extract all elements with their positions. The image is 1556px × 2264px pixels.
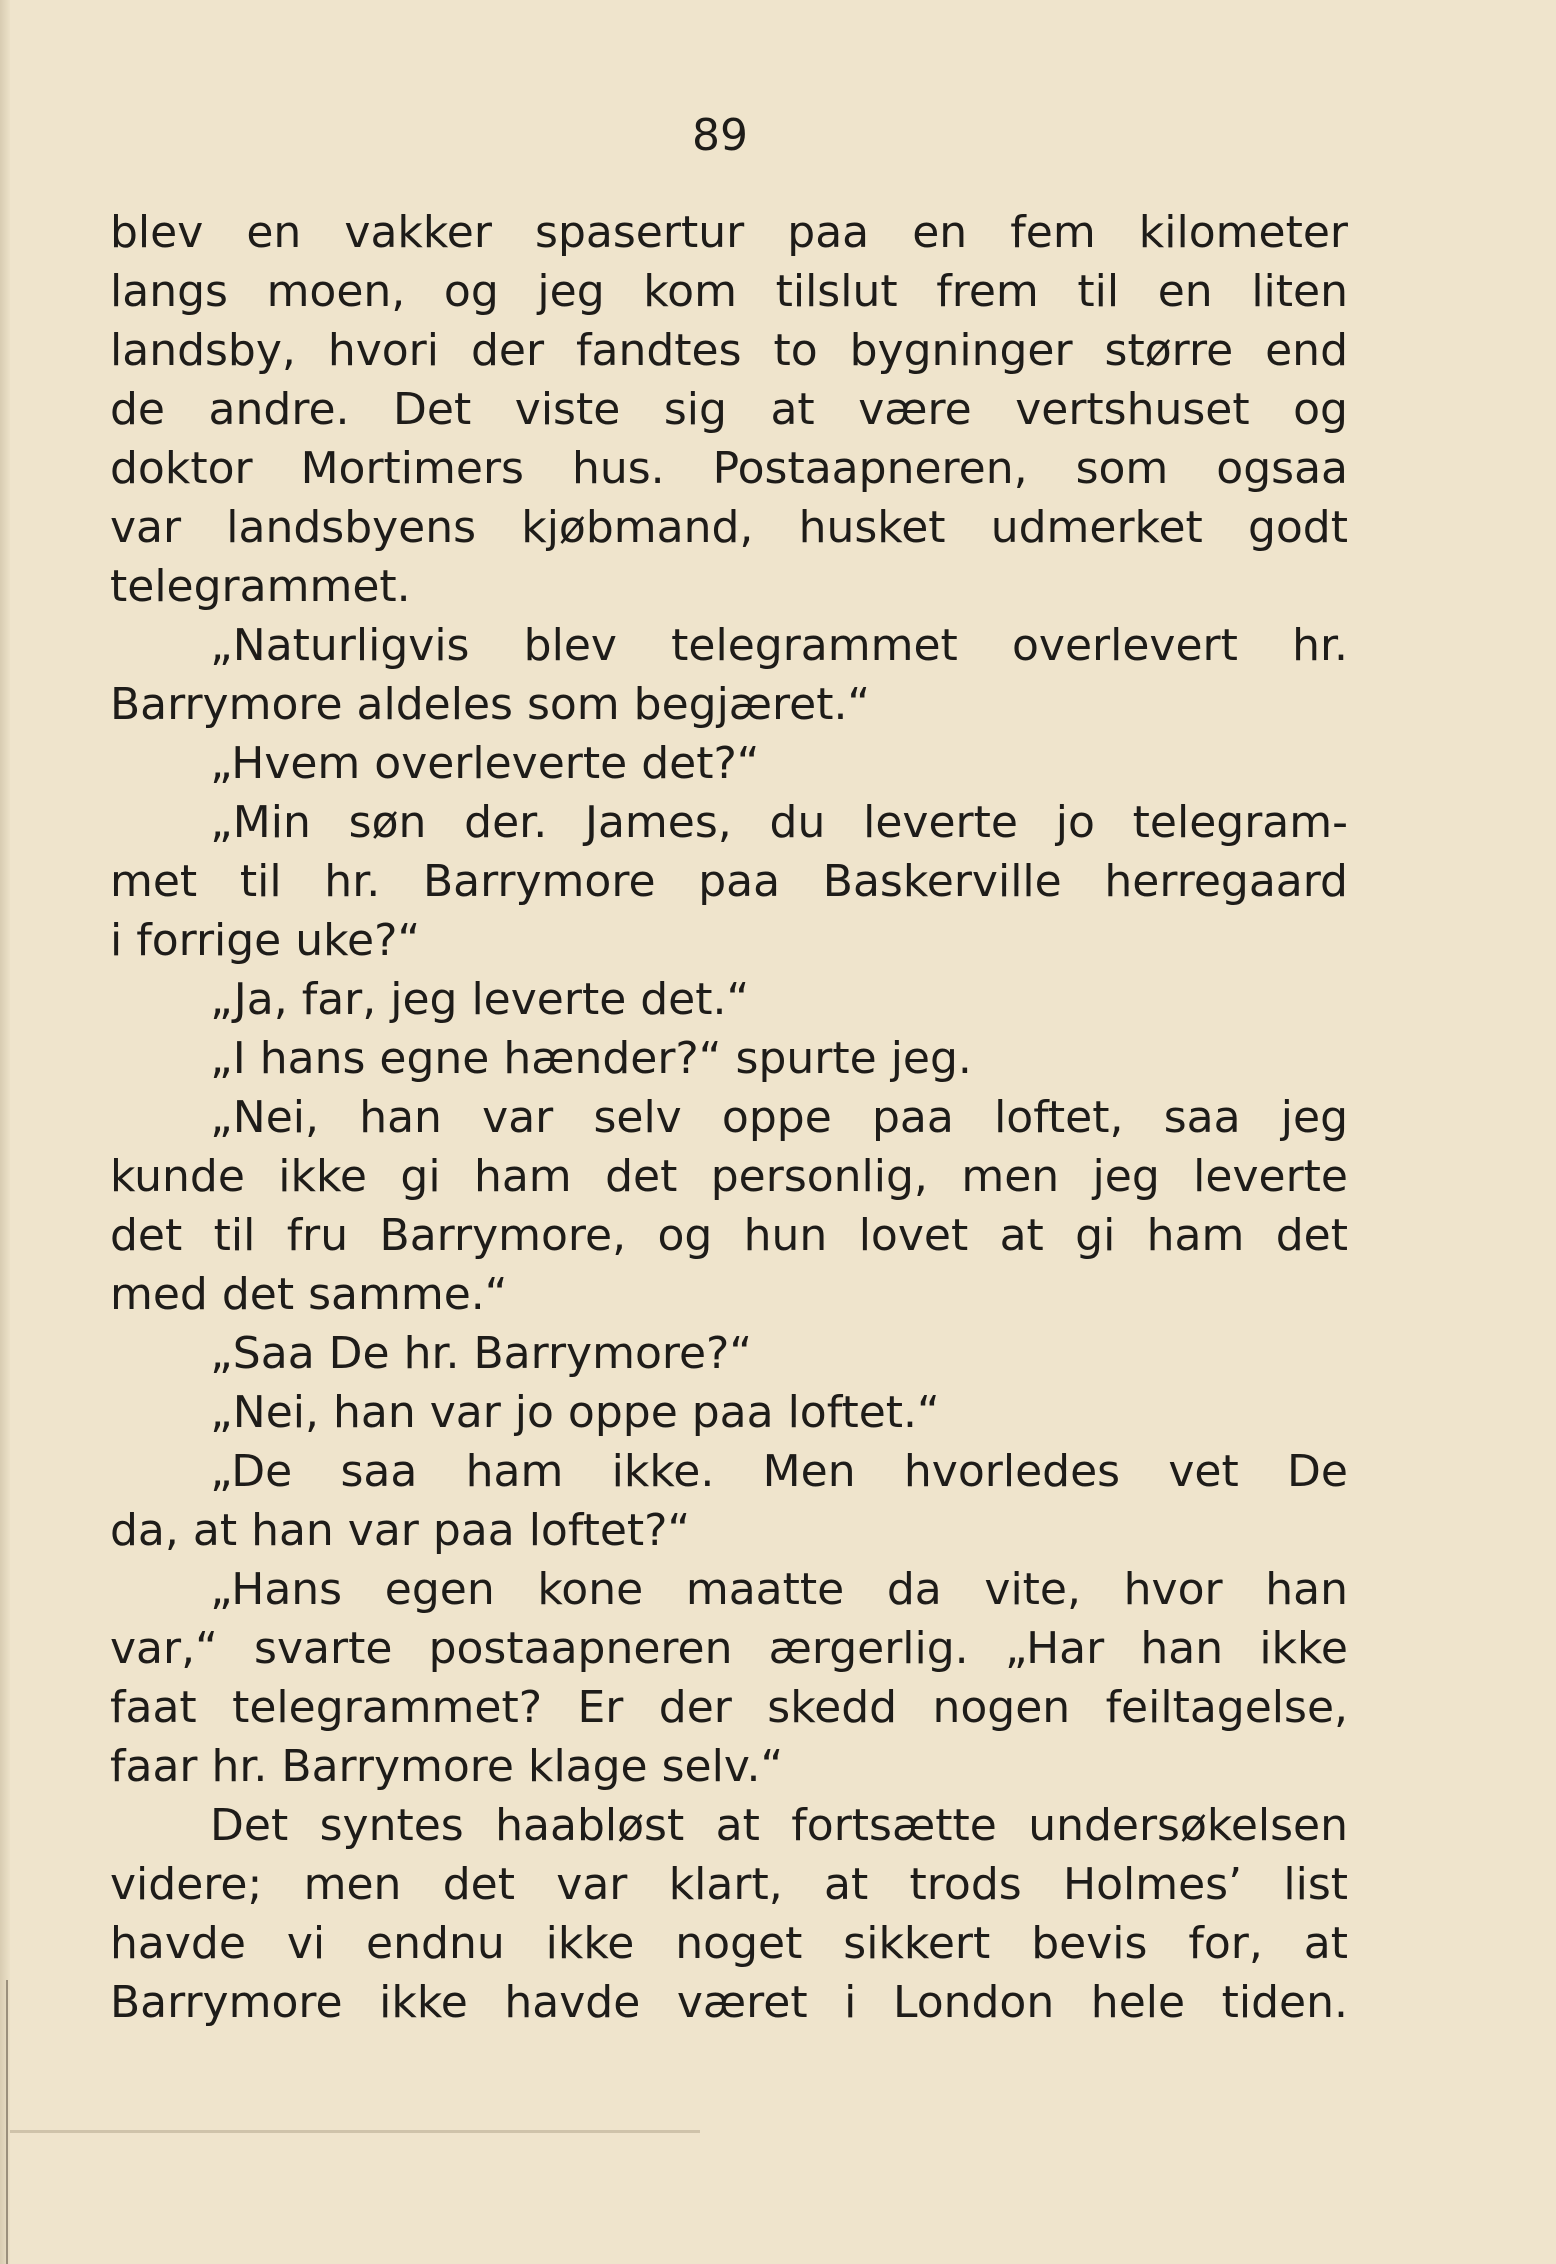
text-line: Barrymore aldeles som begjæret.“ xyxy=(110,679,871,730)
bottom-mark xyxy=(10,2130,700,2133)
text-line: „De saa ham ikke. Men hvorledes vet De xyxy=(210,1446,1348,1497)
text-line: doktor Mortimers hus. Postaapneren, som ogsaa xyxy=(110,443,1348,494)
text-line: havde vi endnu ikke noget sikkert bevis for, at xyxy=(110,1918,1348,1969)
text-line: „Saa De hr. Barrymore?“ xyxy=(210,1328,753,1379)
text-line: videre; men det var klart, at trods Holmes’ list xyxy=(110,1859,1348,1910)
text-line: var landsbyens kjøbmand, husket udmerket godt xyxy=(110,502,1348,553)
text-line: kunde ikke gi ham det personlig, men jeg leverte xyxy=(110,1151,1348,1202)
text-line: det til fru Barrymore, og hun lovet at gi ham det xyxy=(110,1210,1348,1261)
text-line: Det syntes haabløst at fortsætte undersøkelsen xyxy=(210,1800,1348,1851)
text-line: var,“ svarte postaapneren ærgerlig. „Har han ikke xyxy=(110,1623,1348,1674)
page-edge xyxy=(0,0,10,2264)
text-line: „Min søn der. James, du leverte jo telegram- xyxy=(210,797,1348,848)
text-line: langs moen, og jeg kom tilslut frem til en liten xyxy=(110,266,1348,317)
text-line: de andre. Det viste sig at være vertshuset og xyxy=(110,384,1348,435)
page-number: 89 xyxy=(692,110,748,161)
text-line: faar hr. Barrymore klage selv.“ xyxy=(110,1741,784,1792)
text-line: blev en vakker spasertur paa en fem kilometer xyxy=(110,207,1348,258)
text-line: landsby, hvori der fandtes to bygninger større end xyxy=(110,325,1348,376)
text-body xyxy=(110,203,1348,2032)
text-line: „Nei, han var jo oppe paa loftet.“ xyxy=(210,1387,940,1438)
text-line: telegrammet. xyxy=(110,561,411,612)
text-line: da, at han var paa loftet?“ xyxy=(110,1505,691,1556)
text-line: Barrymore ikke havde været i London hele tiden. xyxy=(110,1977,1348,2028)
text-line: „Ja, far, jeg leverte det.“ xyxy=(210,974,750,1025)
text-line: „Hans egen kone maatte da vite, hvor han xyxy=(210,1564,1348,1615)
text-line: „I hans egne hænder?“ spurte jeg. xyxy=(210,1033,972,1084)
text-line: „Nei, han var selv oppe paa loftet, saa jeg xyxy=(210,1092,1348,1143)
text-line: faat telegrammet? Er der skedd nogen feiltagelse, xyxy=(110,1682,1348,1733)
text-line: met til hr. Barrymore paa Baskerville herregaard xyxy=(110,856,1348,907)
text-line: med det samme.“ xyxy=(110,1269,508,1320)
text-line: i forrige uke?“ xyxy=(110,915,421,966)
text-line: „Naturligvis blev telegrammet overlevert hr. xyxy=(210,620,1348,671)
text-line: „Hvem overleverte det?“ xyxy=(210,738,760,789)
page-edge-line xyxy=(6,1980,8,2264)
